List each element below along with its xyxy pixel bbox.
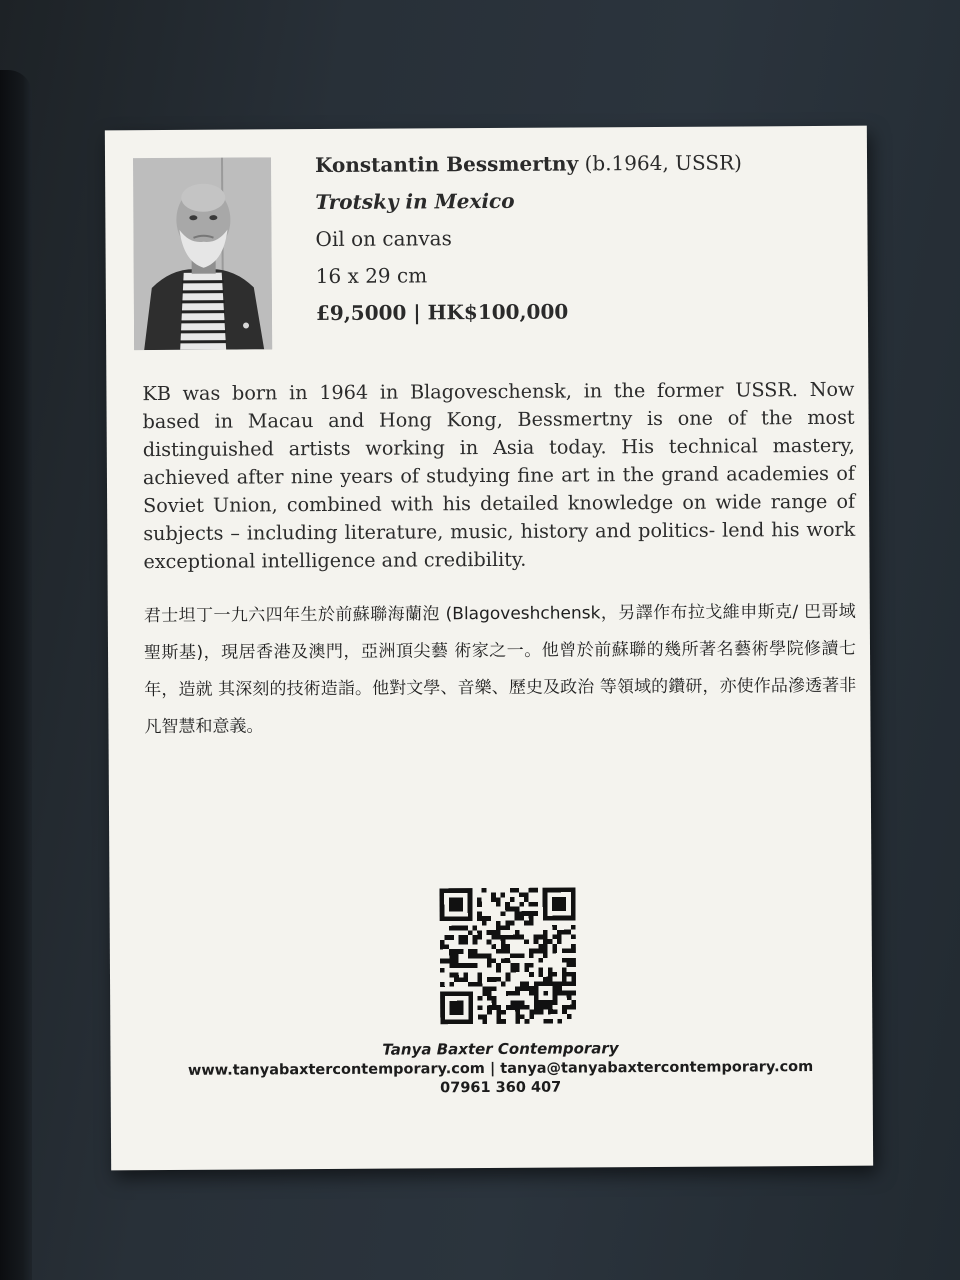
gallery-footer bbox=[150, 1038, 850, 1098]
artwork-price: £9,5000 | HK$100,000 bbox=[315, 299, 569, 326]
artist-portrait bbox=[133, 157, 272, 350]
artwork-metadata bbox=[315, 150, 836, 338]
artwork-label-card bbox=[105, 126, 873, 1171]
artist-name: Konstantin Bessmertny bbox=[314, 151, 579, 178]
biography-chinese: 君士坦丁一九六四年生於前蘇聯海蘭泡 (Blagoveshchensk，另譯作布拉戈維申斯克/ 巴哥域聖斯基)，現居香港及澳門，亞洲頂尖藝 術家之一。他曾於前蘇聯的幾所著名藝術學院修讀七年，造就 其深刻的技術造詣。他對文學、音樂、歷史及政治 等領域的鑽研，亦使作品滲透著非凡智慧和意義。 bbox=[143, 601, 857, 738]
artwork-medium: Oil on canvas bbox=[315, 226, 452, 252]
artwork-dimensions: 16 x 29 cm bbox=[315, 263, 428, 289]
artist-details: (b.1964, USSR) bbox=[584, 150, 742, 176]
artist-line bbox=[315, 150, 835, 177]
frame-edge bbox=[0, 70, 32, 1280]
qr-code[interactable] bbox=[439, 887, 576, 1024]
artwork-title: Trotsky in Mexico bbox=[315, 188, 515, 215]
gallery-contact[interactable]: www.tanyabaxtercontemporary.com | tanya@tanyabaxtercontemporary.com bbox=[187, 1059, 814, 1079]
biography-english: KB was born in 1964 in Blagoveschensk, in the former USSR. Now based in Macau and Hong Kong, Bessmertny is one of the most distinguished artists working in Asia today. His technical mastery, achieved after nine years of studying fine art in the grand academies of Soviet Union, combined with his detailed knowledge on wide range of subjects – including literature, music, history and politics- lend his work exceptional intelligence and credibility. bbox=[142, 377, 856, 574]
gallery-name: Tanya Baxter Contemporary bbox=[382, 1039, 619, 1059]
gallery-phone: 07961 360 407 bbox=[440, 1079, 562, 1097]
